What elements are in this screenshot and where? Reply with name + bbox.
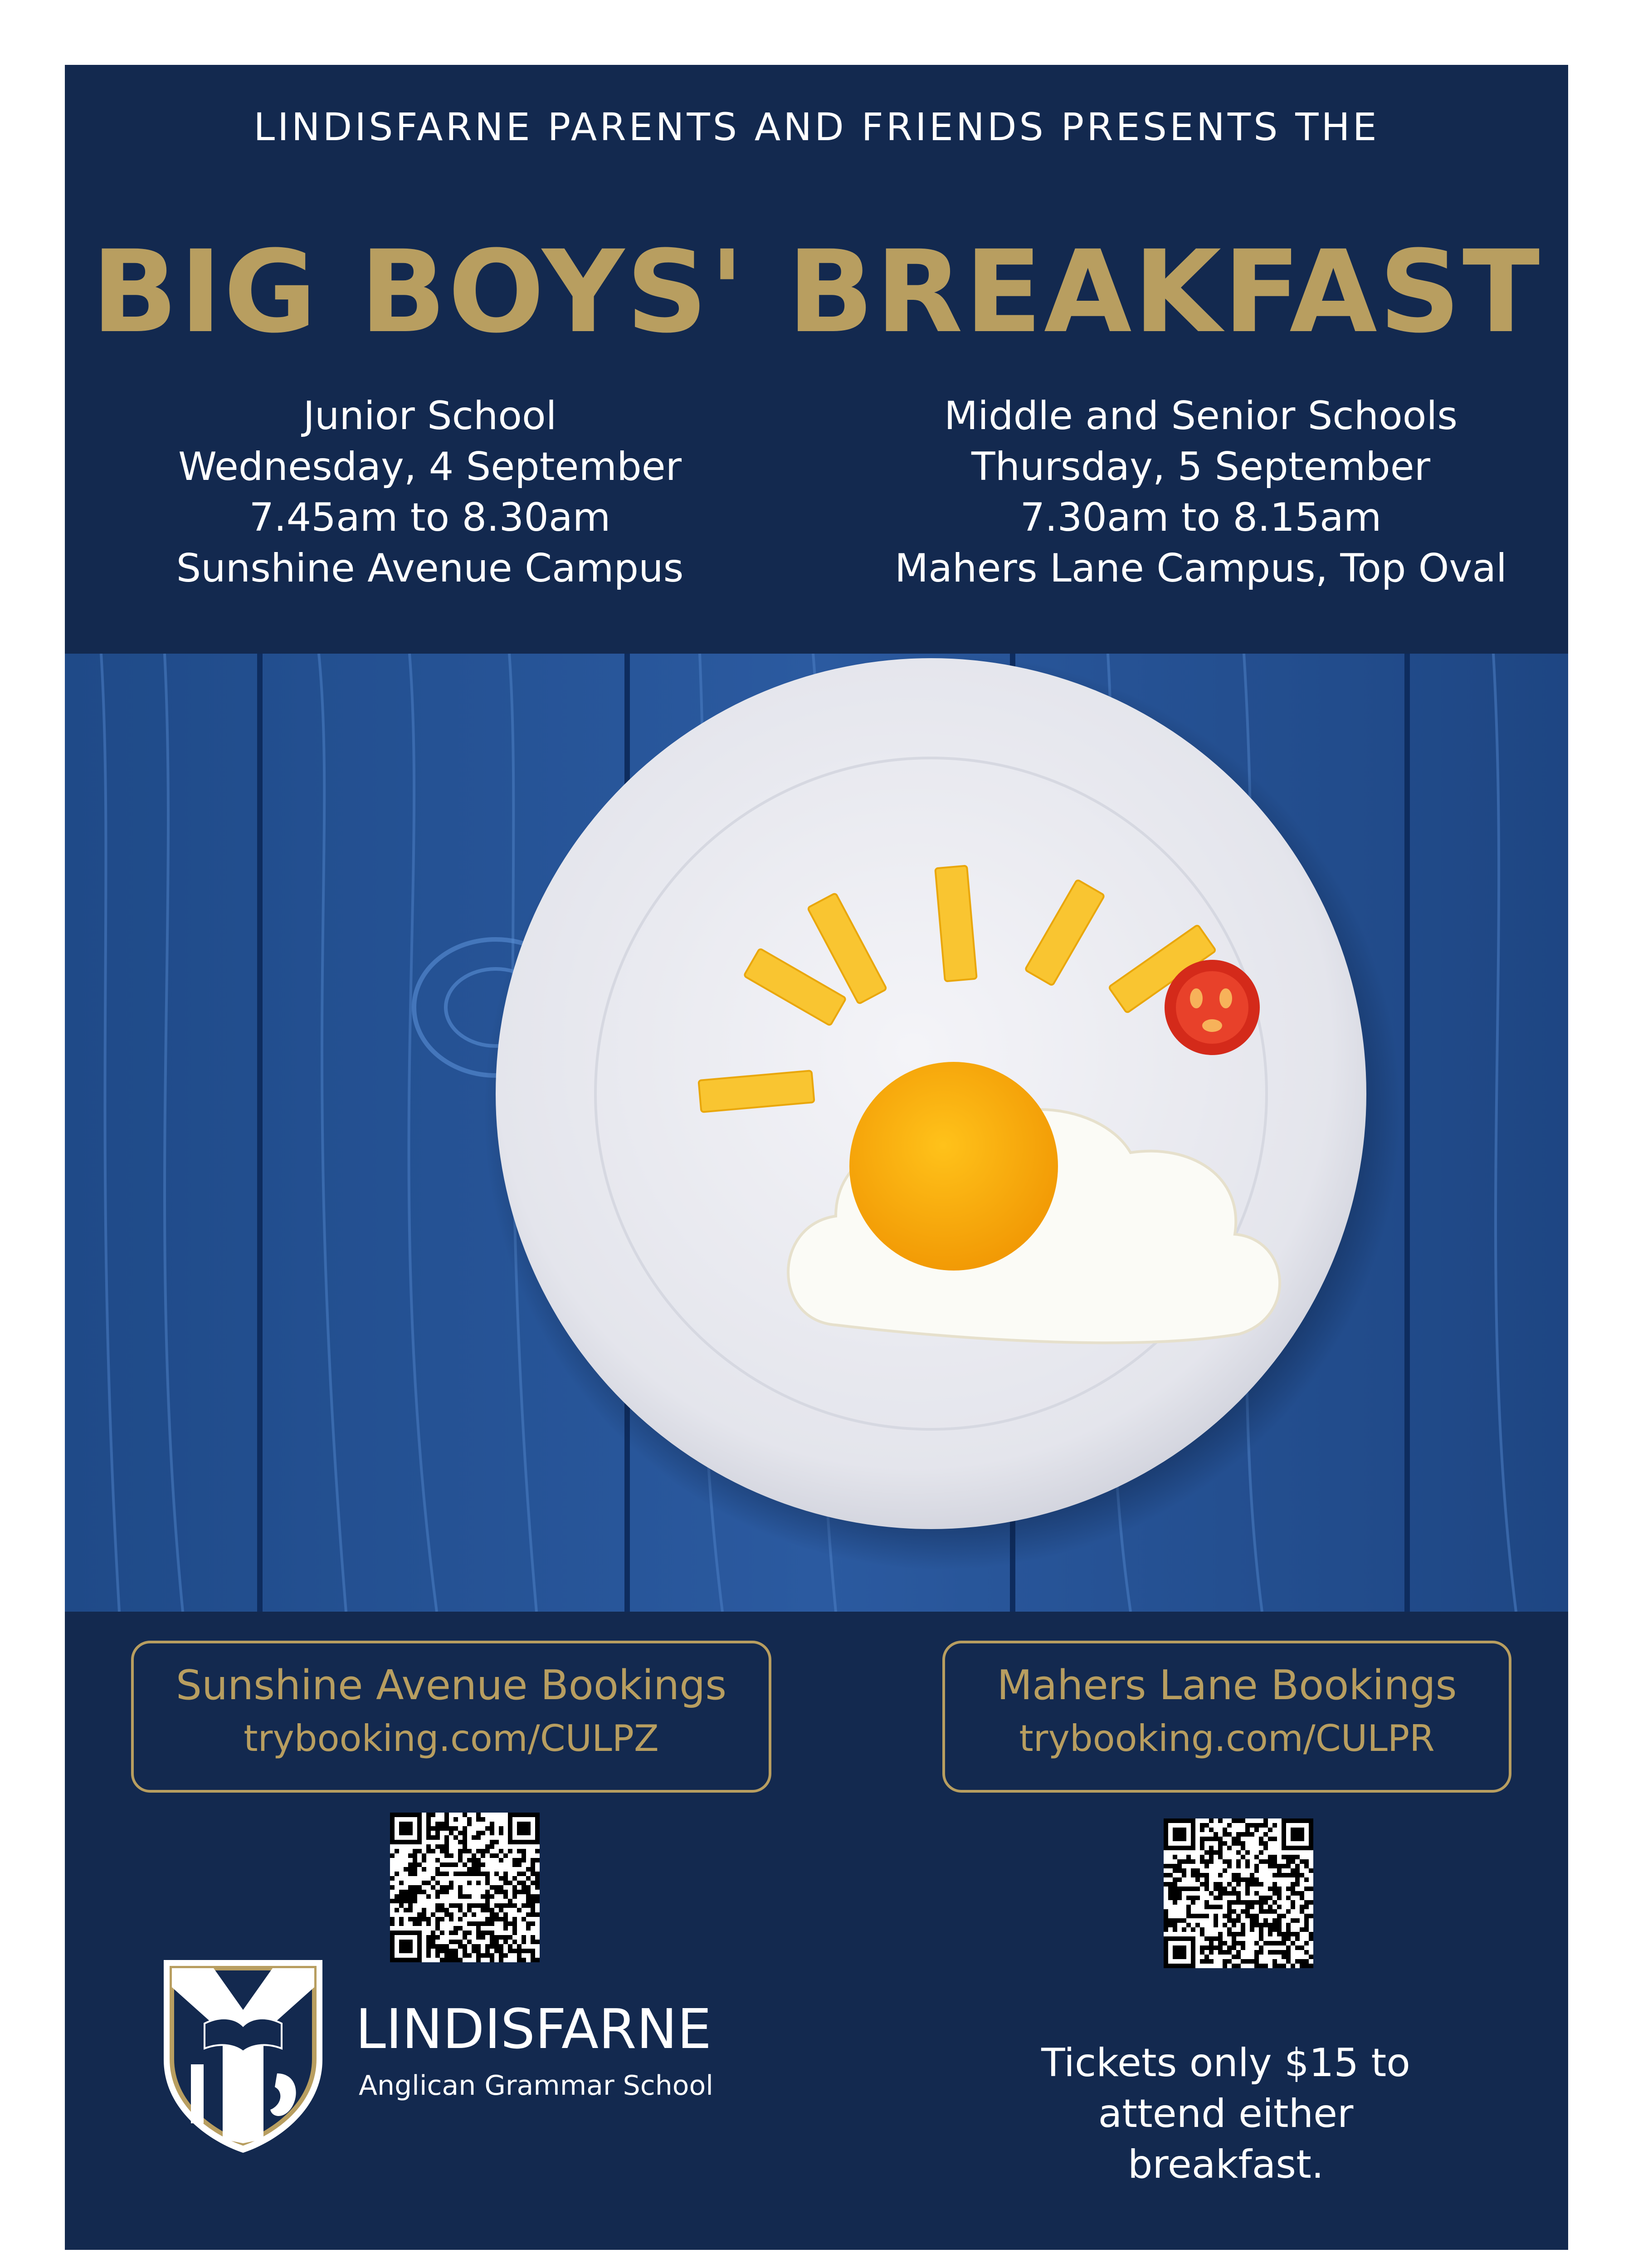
junior-time: 7.45am to 8.30am: [249, 495, 611, 540]
junior-date: Wednesday, 4 September: [178, 444, 682, 489]
junior-school-label: Junior School: [303, 393, 557, 439]
ticket-info: [1031, 2038, 1421, 2190]
logo-school-subtitle: Anglican Grammar School: [359, 2070, 713, 2102]
qr-code-icon[interactable]: [390, 1813, 540, 1962]
presents-line: LINDISFARNE PARENTS AND FRIENDS PRESENTS THE: [253, 105, 1380, 149]
ticket-info-line: breakfast.: [1127, 2142, 1324, 2187]
ticket-info-line: Tickets only $15 to: [1041, 2040, 1410, 2086]
junior-campus: Sunshine Avenue Campus: [176, 546, 684, 591]
poster: [65, 65, 1568, 2250]
senior-date: Thursday, 5 September: [971, 444, 1430, 489]
breakfast-plate-illustration: [65, 654, 1568, 1612]
qr-code-icon[interactable]: [1164, 1818, 1313, 1968]
event-title: BIG BOYS' BREAKFAST: [91, 226, 1542, 358]
mahers-bookings-link[interactable]: trybooking.com/CULPR: [1019, 1717, 1435, 1760]
logo-school-name: LINDISFARNE: [356, 1998, 712, 2061]
ticket-info-line: attend either: [1098, 2091, 1354, 2136]
senior-time: 7.30am to 8.15am: [1020, 495, 1382, 540]
junior-schedule: [135, 391, 725, 594]
senior-schedule: [847, 391, 1555, 594]
mahers-bookings-title: Mahers Lane Bookings: [997, 1662, 1457, 1709]
school-crest-icon: [159, 1955, 327, 2155]
sunshine-bookings-title: Sunshine Avenue Bookings: [175, 1662, 727, 1709]
senior-campus: Mahers Lane Campus, Top Oval: [895, 546, 1507, 591]
senior-school-label: Middle and Senior Schools: [944, 393, 1458, 439]
breakfast-photo: [65, 654, 1568, 1612]
mahers-bookings-box[interactable]: [942, 1641, 1511, 1793]
sunshine-bookings-box[interactable]: [131, 1641, 771, 1793]
sunshine-bookings-link[interactable]: trybooking.com/CULPZ: [244, 1717, 659, 1760]
